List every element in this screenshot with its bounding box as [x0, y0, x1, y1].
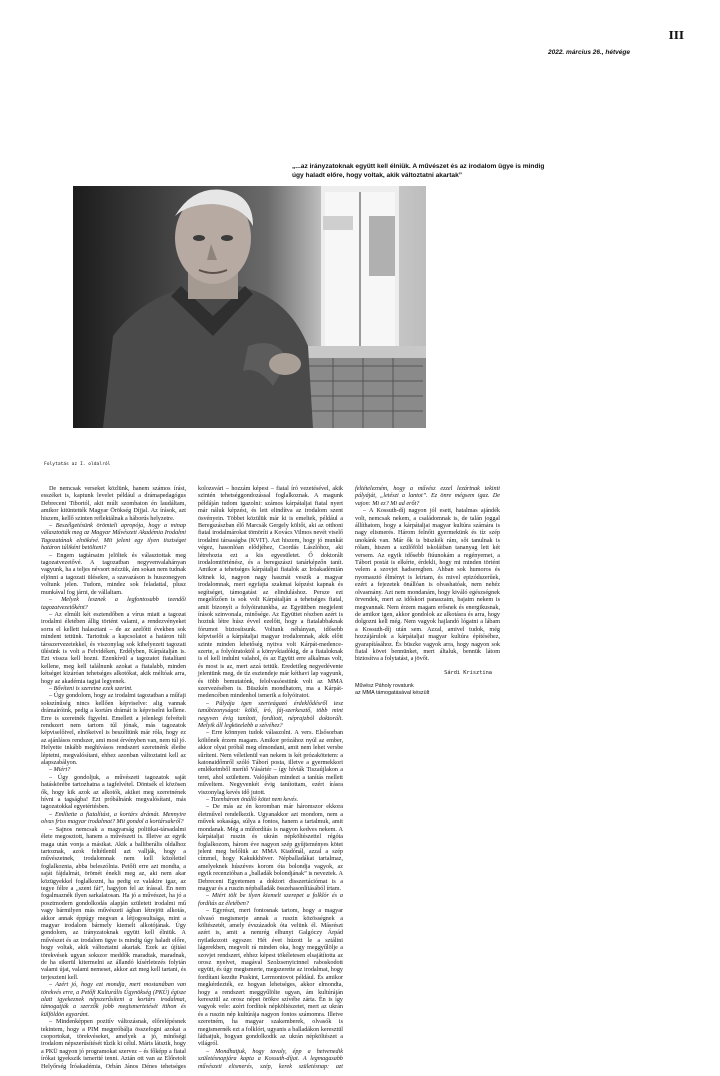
- question: – Beszélgetésünk örömteli apropója, hogy a minap választották meg az Magyar Művészeti Akadémia Irodalmi Tagozatának elnökévé. Mit jelent egy ilyen tisztséget határon túliként betölteni?: [41, 523, 186, 552]
- paragraph: – Erre könnyen tudok válaszolni. A vers. Elsősorban költőnek érzem magam. Amikor prózához nyúl az ember, akkor olyat próbál meg elmondani, amit nem lehet versbe sűríteni. Nem véletlenül van nekem is két prózakötetem: a katonaidőmről szóló Táborí posta, illetve a gyermekkori emlékeimből merítő Vásártér – így hívták Tiszaújlakon a teret, ahol születtem. Valójában mindezt a tanítás mellett műveltem. Negyvenkét évig tanítottam, ezért írásra viszonylag kevés idő jutott.: [198, 730, 343, 796]
- paragraph: – Mindenképpen pozitív változásnak, előrelépésnek tekintem, hogy a PIM megpróbálja összefogni azokat a csoportokat, törekvéseket, amelyek a jó, minőségi irodalom népszerűsítését tűzik ki célul. Máris látszik, hogy a PKÜ nagyon jó programokat szervez – és főképp a fiatal írókat igyekszik ismertté tenni. Aztán ott van az Előretolt Helyőrség Íróakadémia, Orbán János Dénes tehetséges kolozsvári – hozzám képest – fiatal író vezetésével, akik szintén tehetséggondozással foglalkoznak. A magunk példáján tudom igazolni: számos kárpátaljai fiatal nyert már náluk képzést, és lett elindítva az irodalom szent ösvényein. Többet közülük már ki is emeltek, például a Beregszászban élő Marcsák Gergely költőt, aki az otthoni fiatal irodalmárokat tömöríti a Kovács Vilmos nevét viselő irodalmi társaságba (KVIT). Azt hiszem, hogy jó munkát végez, hasonlóan elődjéhez, Csordás Lászlóhoz, aki létrehozta ezt a kis egyesületet. Ő doktorált irodalomtörténész, és a beregszászi tanárképzőn tanít. Amikor a tehetséges kárpátaljai fiatalok az Íróakadémián kötnek ki, nagyon nagy hasznát veszik a magyar irodalomnak, mert egyfajta szakmai képzést kapnak és segítséget, támogatást az elinduláshoz. Persze ezt megelőzően is sok volt Kárpátalján a tehetséges fiatal, amit bizonyít a folyóiratunkba, az Együttben megjelent írások szinvonala, minősége. Az Együttet részben azért is hoztuk létre húsz évvel ezelőtt, hogy a fiatalabbaknak fórumot biztosítsunk. Voltunk néhányan, idősebb képviselői a kárpátaljai magyar irodalomnak, akik előtt szinte minden lehetőség nyitva volt Kárpát-medence-szerte, a folyóiratoktól a könyvkiadókig, de a fiataloknak is el kell indulni valahol, és az Együtt erre alkalmas volt, és most is az, mert azzá tettük. Eredetileg negyedévente jelentünk meg, de tíz esztendeje már kéthavi lap vagyunk, és több bemutatónk, felolvasóestünk volt az MMA szervezésében is. Büszkén mondhatom, ma a Kárpát-medencében mindenhol ismerik a folyóiratot.: [41, 486, 343, 1070]
- credit-line: Művész Páholy rovatunk: [355, 683, 414, 690]
- paragraph: – A Kossuth-díj nagyon jól esett, hatalmas ajándék volt, nemcsak nekem, a családomnak is, de talán joggal állíthatom, hogy a kárpátaljai magyar kultúra számára is nagy elismerés. Három felnőtt gyermekünk és tíz szép unokánk van. Már ők is büszkék rám, sőt tanulnak is rólam, hiszen a szülőföld iskoláiban tananyag lett két versem. Az egyik idősebb fiúunokám a regényemet, a Tábori postát is elkérte, érdekli, hogy mi minden történt velem a szovjet hadseregben. Ahban sok humoros és nyomasztó élményt is leírtam, és mivel epizódszerűek, ezért a fejezetek önállóan is olvashatóak, nem nehéz olvasmány. Azt nem mondanám, hogy kiváló egészségnek örvendek, mert az időskori panaszaim, bajaim nekem is megvannak. Nem érzem magam erősnek és energikusnak, de amikor igen, akkor gondolok az alkotásra és arra, hogy dolgozni kell még. Nem vagyok hajlandó lógatni a lábam a Kossuth-díj után sem. Azzal, amivel tudok, még hozzájárulok a kárpátaljai magyar kultúra építéséhez, gyarapításához. És büszke vagyok arra, hogy nagyon sok fiatal követ bennünket, mert általuk, bennük látom biztosítva a folytatást, a jövőt.: [355, 508, 500, 663]
- paragraph: – Az elmúlt két esztendőben a vírus miatt a tagozat irodalmi életében állig történt valami, a rendezvényeket sorra el kellett halasztani – de az azelőtti években sok mindent tettünk. Tartottuk a kapcsolatot a határon túli társszervezetekkel, és viszonylag sok kihelyezett tagozati ülésünk is volt a Felvidéken, Erdélyben, Kárpátalján is. Ezt vissza kell hozni. Ezenkívül a tagozatot fiatalítani kellene, meg kell találnunk azokat a fiatalabb, minden kétséget kizáróan tehetséges alkotókat, akik méltóak arra, hogy az akadémia tagjai legyenek.: [41, 611, 186, 685]
- question: – Melyek lesznek a legfontosabb teendői tagozatvezetőként?: [41, 597, 186, 611]
- question: – Mondhatjuk, hogy tavaly, épp a hetvenedik születésnapjára kapta a Kossuth-díjat. A legmagasabb művészeti elismerés, szép, kerek születésnap: azt feltételezném, hogy a művész ezzel lezártnak tekinti pályáját, „letészi a lantot”. Ez önre mégsem igaz. De vajon: Mi ez? Mi ad erőt?: [198, 486, 500, 1070]
- paragraph: – De más az én koromban már háromszor ekkora életművel rendelkezik. Ugyanakkor azt mondom, nem a művek sokasága, súlya a fontos, hanem a tartalmuk, amit mondanak. Még a műfordítás is nagyon kedves nekem. A kárpátaljai ruszin és ukrán népköltészettel régóta foglalkozom, három éve nagyon szép gyűjteményes kötet jelent meg belőlük az MMA Kiadónál, azzal a szép címmel, hogy Kakukkhöver. Népballadákat tartalmaz, amelyeknek húszéves korom óta bolondja vagyok, az egyik recenzióban a „balladák bolondjának” is neveztek. A Debreceni Egyetemen a doktori disszertációmat is a magyar és a ruszin népballadák összehasonlításából írtam.: [198, 804, 343, 892]
- column-credit: [355, 683, 500, 697]
- issue-date: 2022. március 26., hétvége: [547, 49, 630, 56]
- paragraph: – Egyrészt, mert fontosnak tartom, hogy a magyar olvasó megismerje annak a ruszin közösségnek a költészetét, amely évszázadok óta velünk él. Másrészt azért is, amit a nemrég elhunyt Galgóczy Árpád nyilatkozott egyszer. Hét évet húzott le a sztálini lágerekben, megvolt rá minden oka, hogy meggyűlölje a szovjet rendszert, ehhez képest tökéletesen elsajátította az orosz nyelvet, magával Szolzsenyicinnel raboskodott együtt, és úgy megismerte, megszerette az irodalmat, hogy fordítani kezdte Puskint, Lermontovot például. És amikor megkérdezték, ez hogyan lehetséges, akkor elmondta, hogy a rendszert meggyűlölte ugyan, ám kultúráján keresztül az orosz népet örökre szívébe zárta. Én is így vagyok vele: azért fordítok népköltészetet, mert az ukrán és a ruszin nép kultúrája nagyon fontos számomra. Illetve szeretném, ha magyar szakemberek, olvasók is megismernék ezt a folklórt, ugyanis a balladákon keresztül láthatjuk, hogyan gondolkodik az ukrán népköltészet a világról.: [198, 908, 343, 1048]
- page-number: III: [668, 29, 684, 42]
- question: – Miért tölt be ilyen kiemelt szerepet a folklór és a fordítás az életében?: [198, 893, 343, 907]
- paragraph: – Úgy gondoljuk, a művészeti tagozatok saját hatáskörébe tartozhatna a tagfelvétel. Döntsék el közösen ők, hogy kik azok az alkotók, akiket meg szeretnének hívni a tagságba! Ezt próbálnánk megvalósítani, más tagozatokkal egyetértésben.: [41, 774, 186, 811]
- continuation-note: Folytatás az I. oldalról: [44, 462, 111, 467]
- paragraph: – Úgy gondolom, hogy az irodalmi tagozatban a műfaji sokszínűség nincs kellően képviselve: alig vannak drámaíróink, pedig a kortárs drámát is képviselni kellene. Erre is szeretnék figyelni. Emellett a jelenlegi felvételi rendszert nem tartom túl jónak, más tagozatok képviselőivel, elnökeivel is beszéltünk már róla, hogy ez az ajánlásos rendszer, ami most érvényben van, nem túl jó. Helyette inkább meghívásos rendszert szeretnénk életbe léptetni, megvalósítani, ehhez azonban változtatni kell az alapszabályon.: [41, 693, 186, 767]
- question: – Tizenhárom önálló kötet nem kevés.: [206, 797, 299, 804]
- author-signature: Sárdi Krisztina: [444, 669, 492, 676]
- article-body: [41, 486, 657, 1076]
- pull-quote: „...az irányzatoknak együtt kell élniük. A művészet és az irodalom ügye is mindig úgy haladt előre, hogy voltak, akik változtatni akartak”: [292, 163, 545, 179]
- question: – Pályája igen szerteágazó érdeklődésről tesz tanúbizonyságot: költő, író, fáj-szerkesztő, több mint negyven évig tanított, fordított, néprajzból doktorált. Melyik áll legközelebb a szívéhez?: [198, 700, 343, 729]
- question: – Bővíteni is szeretne ezek szerint.: [49, 685, 133, 692]
- credit-line: az MMA támogatásával készült: [355, 690, 430, 697]
- paragraph: – Sajnos nemcsak a magyarság politikai-társadalmi élete megosztott, hanem a művészeti is. Illetve az egyik maga után vonja a másikat. Akik a balliberális oldalhoz tartoznak, azok feltétlenül azt vallják, hogy a művészetnek, irodalomnak nem kell közéletiel foglalkoznia, abba beleszólnia. Petőfi erre azt mondta, a saját fájdalmát, örömét énekli meg az, aki nem akar közügyekkel foglalkozni, ha pedig ez valakire igaz, az tegye félre a „szent fát”, hagyjon fel az írással. Én nem fogalmaznék ilyen sarkalatosan. Ha jó a művészet, ha jó a posztmodern gondolkodás alapján született irodalmi mű vagy bármilyen más művészeti ágban létrejött alkotás, akkor annak éppúgy megvan a létjogosultsága, mint a magyar irodalom bármely kiemelt alkotójának. Úgy gondolom, az irányzatoknak együtt kell élniük. A művészet és az irodalom ügye is mindig úgy haladt előre, hogy voltak, akik változtatni akartak. Ezek az újítási törekvések ugyan sokszor meddők maradtak, maradnak, de ha sikerül kitermelni az állandó kísérletezés folytán valami újat, valami nemeset, akkor azt meg kell tartani, és terjeszteni kell.: [41, 826, 186, 981]
- portrait-photo: [73, 186, 426, 428]
- paragraph: – Engem tagtársaim jelöltek és választottak meg tagozatvezetővé. A tagozatban negyvenvalahányan vagyunk, ha a teljes névsort nézzük, ám sokan nem tudnak eljönni a tagozati ülésekre, a szavazáson is huszonegyen voltunk jelen. Tudom, mindez sok feladattal, plusz munkával fog járni, de vállaltam.: [41, 552, 186, 596]
- question: – Azért jó, hogy ezt mondja, mert mostanában van törekvés erre, a Petőfi Kulturális Ügynökség (PKÜ) égisze alatt igyekeznek népszerűsíteni a kortárs irodalmat, támogatják a szerzők jobb megismertetését itthon és külföldön egyaránt.: [41, 982, 186, 1018]
- question: – Említette a fiatalítást, a kortárs drámát. Mennyire olvas friss magyar irodalmat? Mit gondol a kortársakról?: [41, 811, 186, 826]
- paragraph: De nemcsak verseket közlünk, hanem számos írást, esszéket is, kaptunk levelet például a drámapedagógus Debreceni Tibortól, akit múlt szombaton én laudáltam, amikor kitüntették Magyar Örökség Díjjal. Az írások, azt hiszem, kellő szinten reflektálnak a háborús helyzetre.: [41, 486, 186, 522]
- question: – Miért?: [49, 767, 71, 774]
- portrait-photo-icon: [73, 186, 426, 428]
